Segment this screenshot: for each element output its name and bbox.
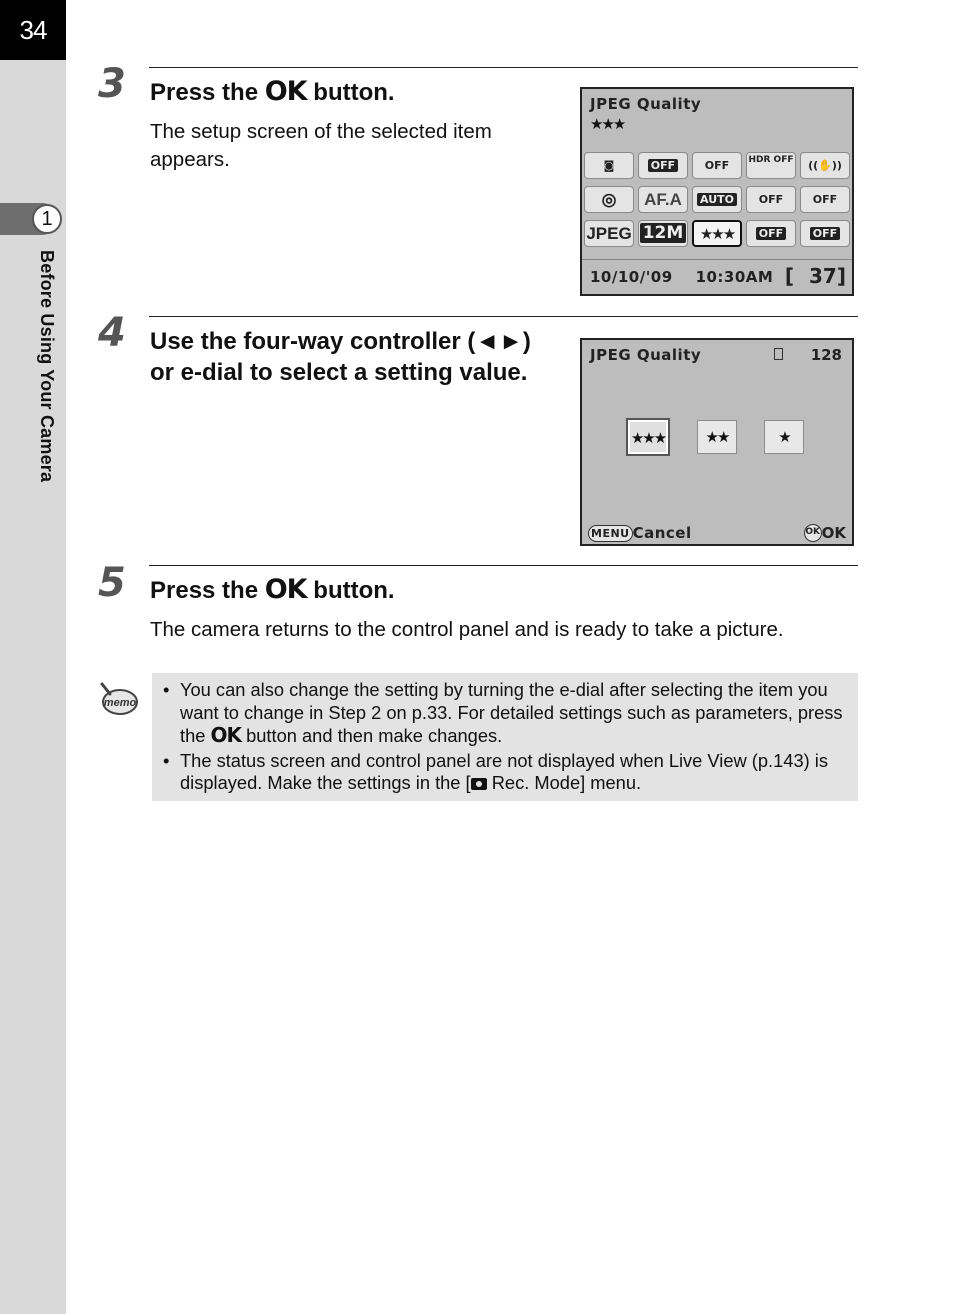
step-3-heading: Press the OK button. [150, 76, 395, 107]
digital-filter-icon: OFF [638, 152, 688, 179]
shots-remaining: 128 [810, 346, 842, 364]
shadow-correction-icon: OFF [800, 186, 850, 213]
date-time: 10/10/'09 10:30AM [590, 268, 774, 286]
ok-button-icon: OK [804, 524, 822, 542]
quality-option-3-stars[interactable]: ★★★ [628, 420, 668, 454]
memo-item: • You can also change the setting by turning the e-dial after selecting the item you want to change in Step 2 on p.33. For detailed settings such as parameters, press the OK button and then make changes. [162, 679, 852, 748]
chapter-title: Before Using Your Camera [37, 250, 57, 483]
recorded-pixels-label: 12M [638, 220, 688, 247]
noise-reduction-icon: OFF [746, 220, 796, 247]
hdr-icon: HDR OFF [746, 152, 796, 179]
step-5-number: 5 [98, 560, 126, 606]
sidebar [0, 0, 66, 1314]
camera-icon [471, 778, 487, 790]
ok-glyph: OK [264, 574, 307, 605]
remaining-count: 37] [809, 264, 846, 288]
control-panel-stars: ★★★ [590, 115, 625, 133]
ok-glyph: OK [264, 76, 307, 107]
svg-text:memo: memo [103, 697, 137, 709]
control-panel-screen [580, 87, 854, 296]
menu-button-icon: MENU [588, 525, 633, 542]
step-3-number: 3 [98, 61, 126, 107]
sd-card-icon [774, 348, 783, 360]
jpeg-quality-screen [580, 338, 854, 546]
step-5-body: The camera returns to the control panel and is ready to take a picture. [150, 618, 784, 641]
step-5-heading: Press the OK button. [150, 574, 395, 605]
jpeg-screen-title: JPEG Quality [590, 346, 702, 364]
ok-glyph: OK [210, 723, 241, 747]
cancel-hint: MENU Cancel [588, 524, 692, 542]
chapter-number: 1 [32, 204, 62, 234]
footer-divider [582, 259, 852, 260]
step-4-number: 4 [98, 310, 126, 356]
custom-image-icon: ◙ [584, 152, 634, 179]
file-format-label: JPEG [584, 220, 634, 247]
distortion-correction-icon: OFF [800, 220, 850, 247]
jpeg-quality-cell: ★★★ [692, 220, 742, 247]
af-mode-label: AF.A [638, 186, 688, 213]
page-number: 34 [0, 0, 66, 60]
quality-option-2-stars[interactable]: ★★ [697, 420, 737, 454]
dynamic-range-icon: OFF [692, 152, 742, 179]
highlight-correction-icon: OFF [746, 186, 796, 213]
memo-item: • The status screen and control panel are not displayed when Live View (p.143) is displayed. Make the settings in the [ Rec. Mode] menu. [162, 750, 852, 795]
memo-list [162, 679, 852, 797]
control-panel-title: JPEG Quality [590, 95, 702, 113]
step-3-rule [149, 67, 858, 68]
step-5-rule [149, 565, 858, 566]
memo-icon [98, 680, 138, 716]
metering-icon: ◎ [584, 186, 634, 213]
step-3-body: The setup screen of the selected item appears. [150, 120, 492, 171]
step-4-rule [149, 316, 858, 317]
shake-reduction-icon: ((✋)) [800, 152, 850, 179]
memo-box [152, 673, 858, 801]
ok-hint: OK OK [805, 523, 846, 542]
quality-option-1-star[interactable]: ★ [764, 420, 804, 454]
af-point-icon: AUTO [692, 186, 742, 213]
step-4-heading: Use the four-way controller (◄►) or e-dial to select a setting value. [150, 328, 531, 386]
remaining-bracket: [ [784, 264, 794, 288]
